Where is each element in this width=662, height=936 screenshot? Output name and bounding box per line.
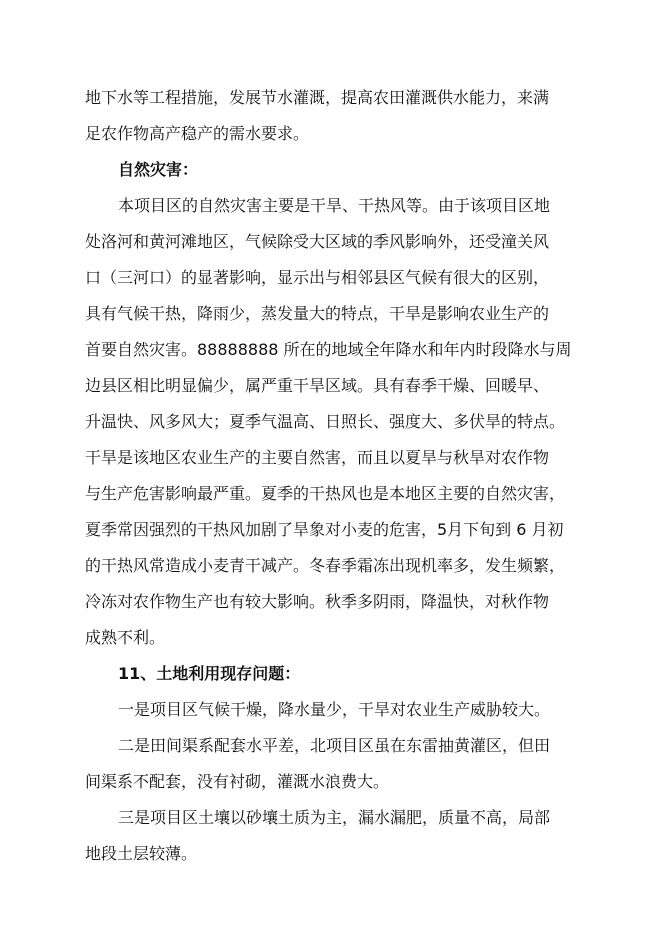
body-line: 边县区相比明显偏少，属严重干旱区域。具有春季干燥、回暖早、 <box>85 376 550 395</box>
body-line: 一是项目区气候干燥，降水量少，干旱对农业生产威胁较大。 <box>118 700 551 719</box>
body-line: 本项目区的自然灾害主要是干旱、干热风等。由于该项目区地 <box>118 196 551 215</box>
body-line: 升温快、风多风大；夏季气温高、日照长、强度大、多伏旱的特点。 <box>85 412 566 431</box>
body-line: 间渠系不配套，没有衬砌，灌溉水浪费大。 <box>85 772 390 791</box>
body-line: 口（三河口）的显著影响，显示出与相邻县区气候有很大的区别， <box>85 268 550 287</box>
section-heading-natural-disasters: 自然灾害： <box>118 160 199 179</box>
body-line: 二是田间渠系配套水平差，北项目区虽在东雷抽黄灌区，但田 <box>118 736 551 755</box>
body-line: 冷冻对农作物生产也有较大影响。秋季多阴雨，降温快，对秋作物 <box>85 592 550 611</box>
body-line: 地段土层较薄。 <box>85 844 198 863</box>
body-line: 首要自然灾害。88888888 所在的地域全年降水和年内时段降水与周 <box>85 340 572 359</box>
body-line: 足农作物高产稳产的需水要求。 <box>85 124 310 143</box>
body-line: 与生产危害影响最严重。夏季的干热风也是本地区主要的自然灾害， <box>85 484 566 503</box>
body-line: 成熟不利。 <box>85 628 166 647</box>
body-line: 三是项目区土壤以砂壤土质为主，漏水漏肥，质量不高，局部 <box>118 808 551 827</box>
body-line: 夏季常因强烈的干热风加剧了旱象对小麦的危害，5月下旬到 6 月初 <box>85 520 564 539</box>
body-line: 具有气候干热，降雨少，蒸发量大的特点，干旱是影响农业生产的 <box>85 304 550 323</box>
body-line: 干旱是该地区农业生产的主要自然害，而且以夏旱与秋旱对农作物 <box>85 448 550 467</box>
body-line: 地下水等工程措施，发展节水灌溉，提高农田灌溉供水能力，来满 <box>85 88 550 107</box>
section-heading-land-use-problems: 11、土地利用现存问题： <box>118 664 301 683</box>
body-line: 处洛河和黄河滩地区，气候除受大区域的季风影响外，还受潼关风 <box>85 232 550 251</box>
body-line: 的干热风常造成小麦青干减产。冬春季霜冻出现机率多，发生频繁， <box>85 556 566 575</box>
